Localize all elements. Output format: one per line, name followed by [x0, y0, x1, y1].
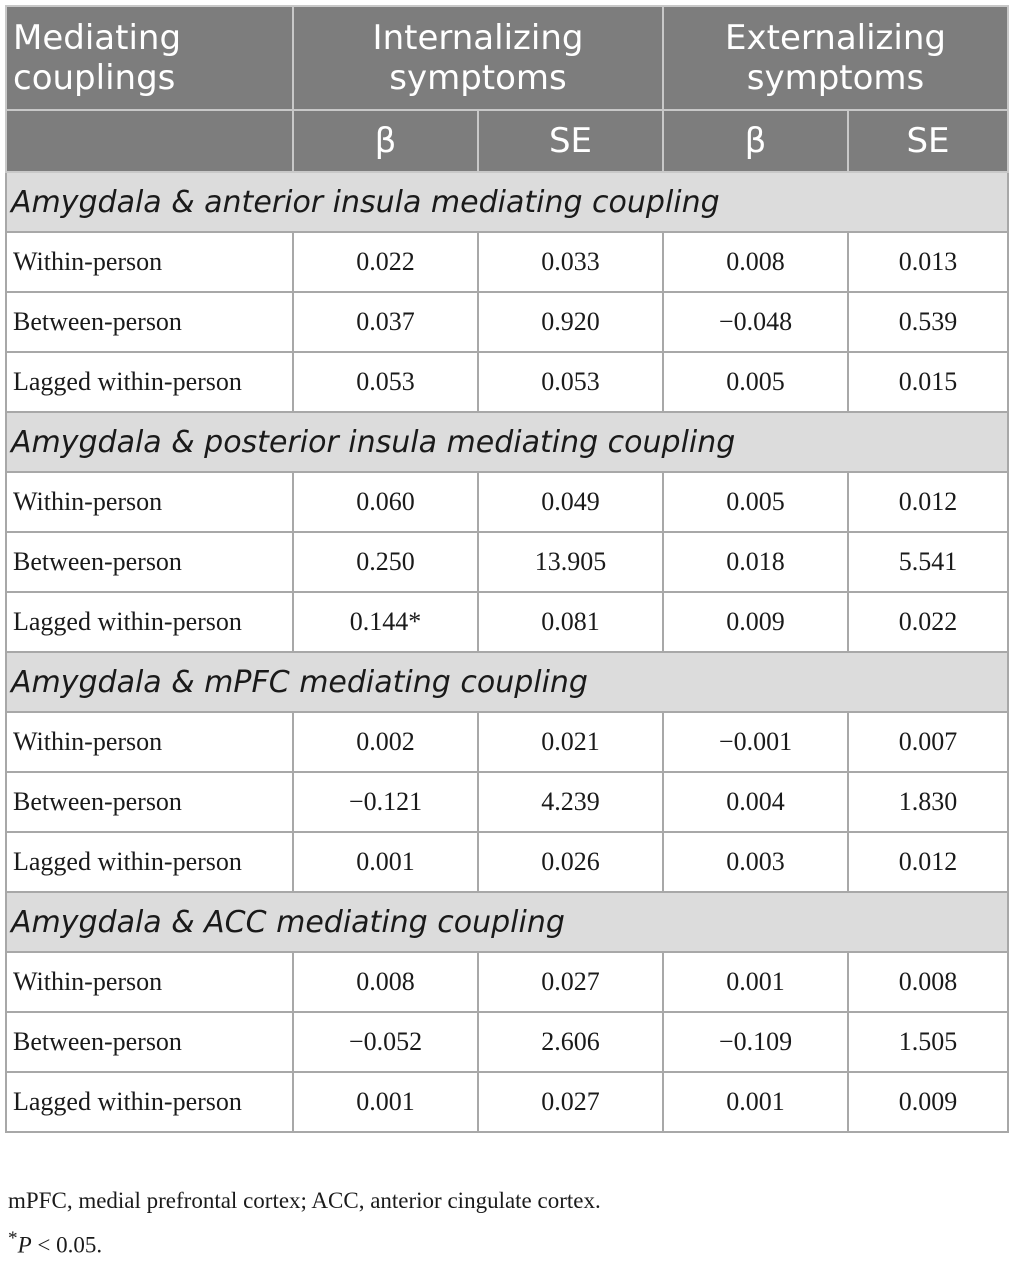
row-label: Lagged within-person	[6, 1072, 293, 1132]
internalizing-se-cell: 13.905	[478, 532, 663, 592]
section-title: Amygdala & ACC mediating coupling	[6, 892, 1008, 952]
table-row	[6, 232, 1008, 292]
significance-star: *	[8, 1228, 18, 1249]
row-label: Lagged within-person	[6, 352, 293, 412]
internalizing-se-cell: 4.239	[478, 772, 663, 832]
table-row	[6, 292, 1008, 352]
table-container	[5, 5, 1007, 1133]
externalizing-se-cell: 0.539	[848, 292, 1008, 352]
section-title: Amygdala & posterior insula mediating coupling	[6, 412, 1008, 472]
table-row	[6, 352, 1008, 412]
internalizing-se-cell: 0.081	[478, 592, 663, 652]
row-label: Within-person	[6, 472, 293, 532]
significance-note	[8, 1224, 601, 1262]
internalizing-beta-cell: 0.144*	[293, 592, 478, 652]
externalizing-se-cell: 0.015	[848, 352, 1008, 412]
internalizing-beta-cell: −0.121	[293, 772, 478, 832]
abbreviation-note: mPFC, medial prefrontal cortex; ACC, anterior cingulate cortex.	[8, 1188, 601, 1213]
row-label: Between-person	[6, 1012, 293, 1072]
externalizing-beta-cell: −0.001	[663, 712, 848, 772]
row-label: Between-person	[6, 532, 293, 592]
externalizing-se-cell: 0.012	[848, 472, 1008, 532]
externalizing-se-cell: 1.505	[848, 1012, 1008, 1072]
externalizing-se-cell: 0.022	[848, 592, 1008, 652]
table-header	[6, 6, 1008, 172]
internalizing-se-cell: 0.026	[478, 832, 663, 892]
section-row	[6, 412, 1008, 472]
table-row	[6, 832, 1008, 892]
row-label: Lagged within-person	[6, 832, 293, 892]
externalizing-beta-cell: 0.003	[663, 832, 848, 892]
row-label: Within-person	[6, 232, 293, 292]
row-label: Lagged within-person	[6, 592, 293, 652]
internalizing-beta-cell: 0.053	[293, 352, 478, 412]
table-row	[6, 712, 1008, 772]
internalizing-beta-cell: 0.037	[293, 292, 478, 352]
section-row	[6, 892, 1008, 952]
externalizing-se-cell: 0.009	[848, 1072, 1008, 1132]
externalizing-se-cell: 5.541	[848, 532, 1008, 592]
internalizing-se-cell: 0.049	[478, 472, 663, 532]
internalizing-beta-cell: 0.002	[293, 712, 478, 772]
internalizing-se-cell: 0.033	[478, 232, 663, 292]
internalizing-se-cell: 2.606	[478, 1012, 663, 1072]
header-blank	[6, 110, 293, 172]
header-mediating-couplings: Mediating couplings	[6, 6, 293, 110]
internalizing-beta-cell: −0.052	[293, 1012, 478, 1072]
internalizing-beta-cell: 0.008	[293, 952, 478, 1012]
externalizing-beta-cell: 0.005	[663, 472, 848, 532]
table-notes	[8, 1186, 601, 1262]
externalizing-beta-cell: 0.009	[663, 592, 848, 652]
significance-p: P	[17, 1232, 32, 1258]
internalizing-se-cell: 0.027	[478, 1072, 663, 1132]
significance-threshold: < 0.05.	[31, 1232, 103, 1258]
header-ext-se: SE	[848, 110, 1008, 172]
internalizing-beta-cell: 0.250	[293, 532, 478, 592]
table-row	[6, 472, 1008, 532]
externalizing-beta-cell: 0.004	[663, 772, 848, 832]
section-title: Amygdala & mPFC mediating coupling	[6, 652, 1008, 712]
row-label: Between-person	[6, 292, 293, 352]
internalizing-beta-cell: 0.001	[293, 1072, 478, 1132]
row-label: Within-person	[6, 712, 293, 772]
externalizing-se-cell: 1.830	[848, 772, 1008, 832]
internalizing-beta-cell: 0.022	[293, 232, 478, 292]
internalizing-beta-cell: 0.001	[293, 832, 478, 892]
externalizing-se-cell: 0.007	[848, 712, 1008, 772]
externalizing-beta-cell: 0.001	[663, 1072, 848, 1132]
table-body	[6, 172, 1008, 1132]
internalizing-se-cell: 0.021	[478, 712, 663, 772]
section-row	[6, 172, 1008, 232]
header-externalizing: Externalizing symptoms	[663, 6, 1008, 110]
externalizing-beta-cell: 0.001	[663, 952, 848, 1012]
table-row	[6, 952, 1008, 1012]
header-internalizing: Internalizing symptoms	[293, 6, 663, 110]
table-row	[6, 1012, 1008, 1072]
results-table	[5, 5, 1009, 1133]
externalizing-beta-cell: 0.008	[663, 232, 848, 292]
table-row	[6, 772, 1008, 832]
row-label: Between-person	[6, 772, 293, 832]
externalizing-se-cell: 0.008	[848, 952, 1008, 1012]
header-ext-beta: β	[663, 110, 848, 172]
header-int-se: SE	[478, 110, 663, 172]
section-title: Amygdala & anterior insula mediating coupling	[6, 172, 1008, 232]
externalizing-beta-cell: 0.018	[663, 532, 848, 592]
externalizing-beta-cell: 0.005	[663, 352, 848, 412]
section-row	[6, 652, 1008, 712]
externalizing-se-cell: 0.012	[848, 832, 1008, 892]
table-row	[6, 532, 1008, 592]
header-int-beta: β	[293, 110, 478, 172]
internalizing-beta-cell: 0.060	[293, 472, 478, 532]
externalizing-beta-cell: −0.109	[663, 1012, 848, 1072]
table-row	[6, 592, 1008, 652]
table-row	[6, 1072, 1008, 1132]
internalizing-se-cell: 0.027	[478, 952, 663, 1012]
externalizing-beta-cell: −0.048	[663, 292, 848, 352]
internalizing-se-cell: 0.053	[478, 352, 663, 412]
externalizing-se-cell: 0.013	[848, 232, 1008, 292]
row-label: Within-person	[6, 952, 293, 1012]
internalizing-se-cell: 0.920	[478, 292, 663, 352]
